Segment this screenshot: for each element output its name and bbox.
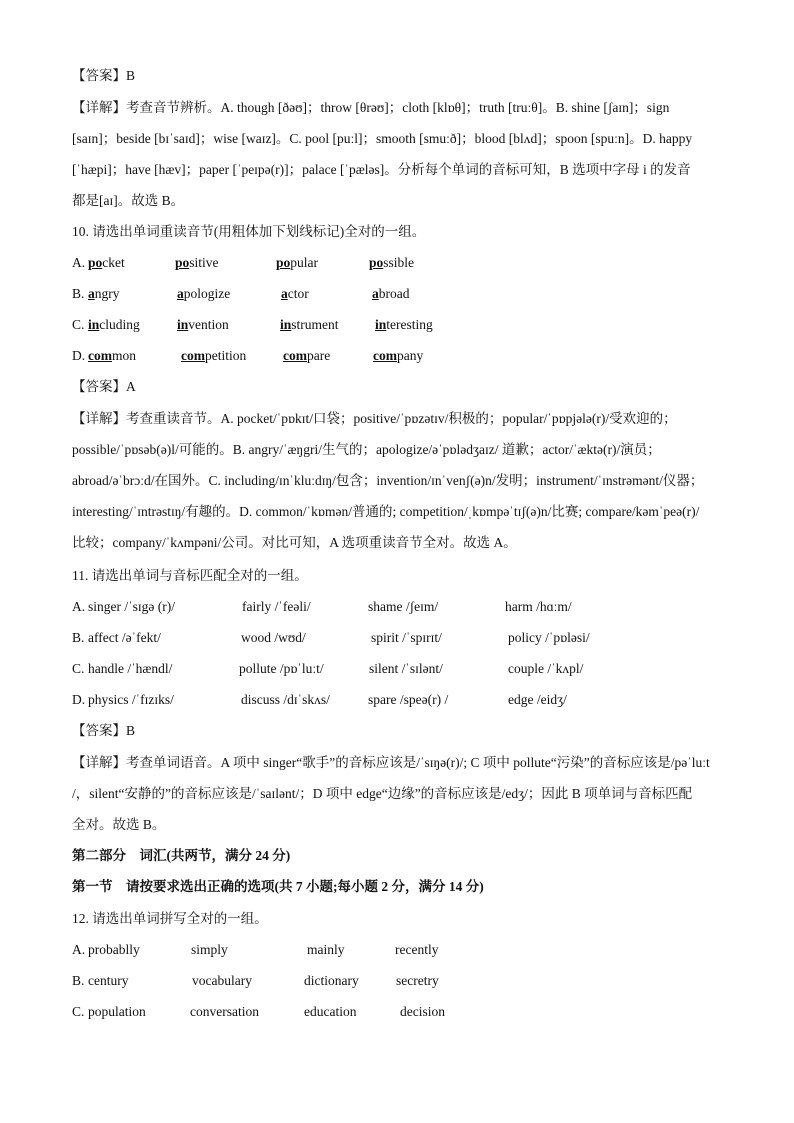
option-label: A. bbox=[72, 942, 86, 957]
option-word: actor bbox=[281, 286, 309, 301]
option-word: instrument bbox=[280, 317, 339, 332]
option-item: decision bbox=[400, 1004, 445, 1019]
option-label: C. bbox=[72, 317, 85, 332]
q10-detail-line-1: 【详解】考查重读音节。A. pocket/ˈpɒkɪt/口袋；positive/ˈpɒzətɪv/积极的；popular/ˈpɒpjələ(r)/受欢迎的； bbox=[72, 411, 677, 426]
option-item: spirit /ˈspɪrɪt/ bbox=[371, 630, 442, 645]
option-word: possible bbox=[369, 255, 415, 270]
q10-answer: 【答案】A bbox=[72, 379, 136, 394]
option-word: common bbox=[88, 348, 137, 363]
option-item: dictionary bbox=[304, 973, 359, 988]
option-item: silent /ˈsɪlənt/ bbox=[369, 661, 443, 676]
q12-stem: 12. 请选出单词拼写全对的一组。 bbox=[72, 911, 268, 926]
option-item: singer /ˈsɪgə (r)/ bbox=[88, 599, 175, 614]
option-item: century bbox=[88, 973, 129, 988]
option-label: B. bbox=[72, 973, 85, 988]
option-item: physics /ˈfɪzɪks/ bbox=[88, 692, 174, 707]
section-title: 第一节 请按要求选出正确的选项(共 7 小题;每小题 2 分，满分 14 分) bbox=[72, 879, 484, 894]
option-item: recently bbox=[395, 942, 439, 957]
q9-detail-line-3: [ˈhæpi]；have [hæv]；paper [ˈpeɪpə(r)]；palace [ˈpæləs]。分析每个单词的音标可知，B 选项中字母 i 的发音 bbox=[72, 162, 691, 177]
q10-detail-line-2: possible/ˈpɒsəb(ə)l/可能的。B. angry/ˈæŋgri/生气的；apologize/əˈpɒlədʒaɪz/ 道歉；actor/ˈæktə(r)/演员； bbox=[72, 442, 661, 457]
option-word: invention bbox=[177, 317, 229, 332]
q9-answer: 【答案】B bbox=[72, 68, 136, 83]
option-item: wood /wʊd/ bbox=[241, 630, 306, 645]
option-word: compare bbox=[283, 348, 331, 363]
q11-detail-line-2: /，silent“安静的”的音标应该是/ˈsaɪlənt/；D 项中 edge“边缘”的音标应该是/edʒ/；因此 B 项单词与音标匹配 bbox=[72, 786, 693, 801]
q9-detail-line-2: [saɪn]；beside [bɪˈsaɪd]；wise [waɪz]。C. pool [puːl]；smooth [smuːð]；blood [blʌd]；spoon [spuːn]。D. happy bbox=[72, 131, 693, 146]
option-item: secretry bbox=[396, 973, 439, 988]
option-word: including bbox=[88, 317, 140, 332]
q11-answer: 【答案】B bbox=[72, 723, 136, 738]
q10-stem: 10. 请选出单词重读音节(用粗体加下划线标记)全对的一组。 bbox=[72, 224, 426, 239]
option-item: education bbox=[304, 1004, 357, 1019]
q9-detail-line-4: 都是[aɪ]。故选 B。 bbox=[72, 193, 185, 208]
q10-detail-line-4: interesting/ˈɪntrəstɪŋ/有趣的。D. common/ˈkɒmən/普通的; competition/ˌkɒmpəˈtɪʃ(ə)n/比赛; compare/kəmˈpeə(r)/ bbox=[72, 504, 700, 519]
option-item: fairly /ˈfeəli/ bbox=[242, 599, 311, 614]
option-item: affect /əˈfekt/ bbox=[88, 630, 161, 645]
option-label: A. bbox=[72, 255, 86, 270]
option-word: abroad bbox=[372, 286, 410, 301]
option-item: shame /ʃeɪm/ bbox=[368, 599, 439, 614]
option-word: company bbox=[373, 348, 424, 363]
option-word: apologize bbox=[177, 286, 231, 301]
q10-detail-line-3: abroad/əˈbrɔːd/在国外。C. including/ɪnˈkluːdɪŋ/包含；invention/ɪnˈvenʃ(ə)n/发明；instrument/ˈɪnstrəmənt/仪器； bbox=[72, 473, 704, 488]
option-item: couple /ˈkʌpl/ bbox=[508, 661, 584, 676]
option-item: spare /speə(r) / bbox=[368, 692, 449, 707]
option-word: competition bbox=[181, 348, 247, 363]
q11-stem: 11. 请选出单词与音标匹配全对的一组。 bbox=[72, 568, 308, 583]
option-item: simply bbox=[191, 942, 228, 957]
option-label: D. bbox=[72, 692, 86, 707]
option-item: probablly bbox=[88, 942, 140, 957]
option-item: conversation bbox=[190, 1004, 259, 1019]
option-label: A. bbox=[72, 599, 86, 614]
option-word: pocket bbox=[88, 255, 125, 270]
option-item: harm /hɑːm/ bbox=[505, 599, 572, 614]
option-item: policy /ˈpɒləsi/ bbox=[508, 630, 590, 645]
option-label: B. bbox=[72, 286, 85, 301]
option-label: B. bbox=[72, 630, 85, 645]
option-word: interesting bbox=[375, 317, 433, 332]
option-item: population bbox=[88, 1004, 146, 1019]
q11-detail-line-1: 【详解】考查单词语音。A 项中 singer“歌手”的音标应该是/ˈsɪŋə(r)/; C 项中 pollute“污染”的音标应该是/pəˈluːt bbox=[72, 755, 710, 770]
option-item: edge /eidʒ/ bbox=[508, 692, 567, 707]
option-word: positive bbox=[175, 255, 219, 270]
option-label: C. bbox=[72, 661, 85, 676]
q9-detail-line-1: 【详解】考查音节辨析。A. though [ðəʊ]；throw [θrəʊ]；cloth [klɒθ]；truth [truːθ]。B. shine [ʃaɪn]；sign bbox=[72, 100, 670, 115]
part-title: 第二部分 词汇(共两节，满分 24 分) bbox=[72, 848, 291, 863]
option-item: vocabulary bbox=[192, 973, 252, 988]
option-word: popular bbox=[276, 255, 319, 270]
option-item: pollute /pɒˈluːt/ bbox=[239, 661, 324, 676]
q11-detail-line-3: 全对。故选 B。 bbox=[72, 817, 166, 832]
option-item: mainly bbox=[307, 942, 345, 957]
option-item: discuss /dɪˈskʌs/ bbox=[241, 692, 330, 707]
q10-detail-line-5: 比较；company/ˈkʌmpəni/公司。对比可知，A 选项重读音节全对。故选 A。 bbox=[72, 535, 517, 550]
option-item: handle /ˈhændl/ bbox=[88, 661, 173, 676]
option-label: C. bbox=[72, 1004, 85, 1019]
option-label: D. bbox=[72, 348, 86, 363]
option-word: angry bbox=[88, 286, 120, 301]
